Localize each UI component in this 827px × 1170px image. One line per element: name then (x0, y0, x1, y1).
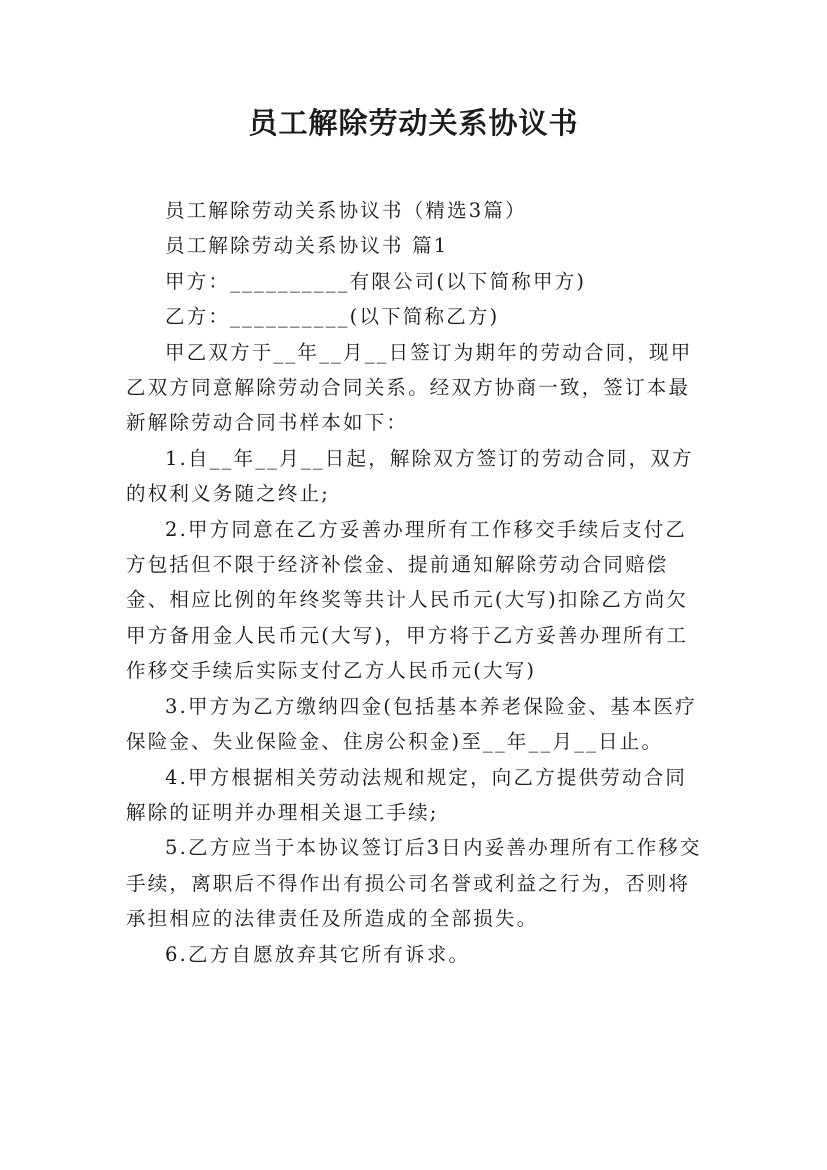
subtitle-paragraph: 员工解除劳动关系协议书（精选3篇） (165, 199, 527, 222)
clause-1: 1.自__年__月__日起，解除双方签订的劳动合同，双方的权利义务随之终止; (126, 446, 694, 506)
document-title: 员工解除劳动关系协议书 (248, 106, 579, 140)
document-body (126, 193, 706, 972)
clause-4: 4.甲方根据相关劳动法规和规定，向乙方提供劳动合同解除的证明并办理相关退工手续; (126, 765, 688, 824)
party-a-line: 甲方：__________有限公司(以下简称甲方) (165, 269, 587, 293)
clause-3: 3.甲方为乙方缴纳四金(包括基本养老保险金、基本医疗保险金、失业保险金、住房公积金)至__年__月__日止。 (126, 694, 697, 754)
party-b-line: 乙方：__________(以下简称乙方) (165, 305, 500, 329)
clause-5: 5.乙方应当于本协议签订后3日内妥善办理所有工作移交手续，离职后不得作出有损公司名誉或利益之行为，否则将承担相应的法律责任及所造成的全部损失。 (126, 836, 702, 931)
section-heading: 员工解除劳动关系协议书 篇1 (165, 234, 449, 258)
intro-paragraph: 甲乙双方于__年__月__日签订为期年的劳动合同，现甲乙双方同意解除劳动合同关系。经双方协商一致，签订本最新解除劳动合同书样本如下： (126, 340, 693, 435)
clause-2: 2.甲方同意在乙方妥善办理所有工作移交手续后支付乙方包括但不限于经济补偿金、提前通知解除劳动合同赔偿金、相应比例的年终奖等共计人民币元(大写)扣除乙方尚欠甲方备用金人民币元(大写)，甲方将于乙方妥善办理所有工作移交手续后实际支付乙方人民币元(大写) (126, 517, 689, 683)
clause-6: 6.乙方自愿放弃其它所有诉求。 (165, 942, 471, 966)
